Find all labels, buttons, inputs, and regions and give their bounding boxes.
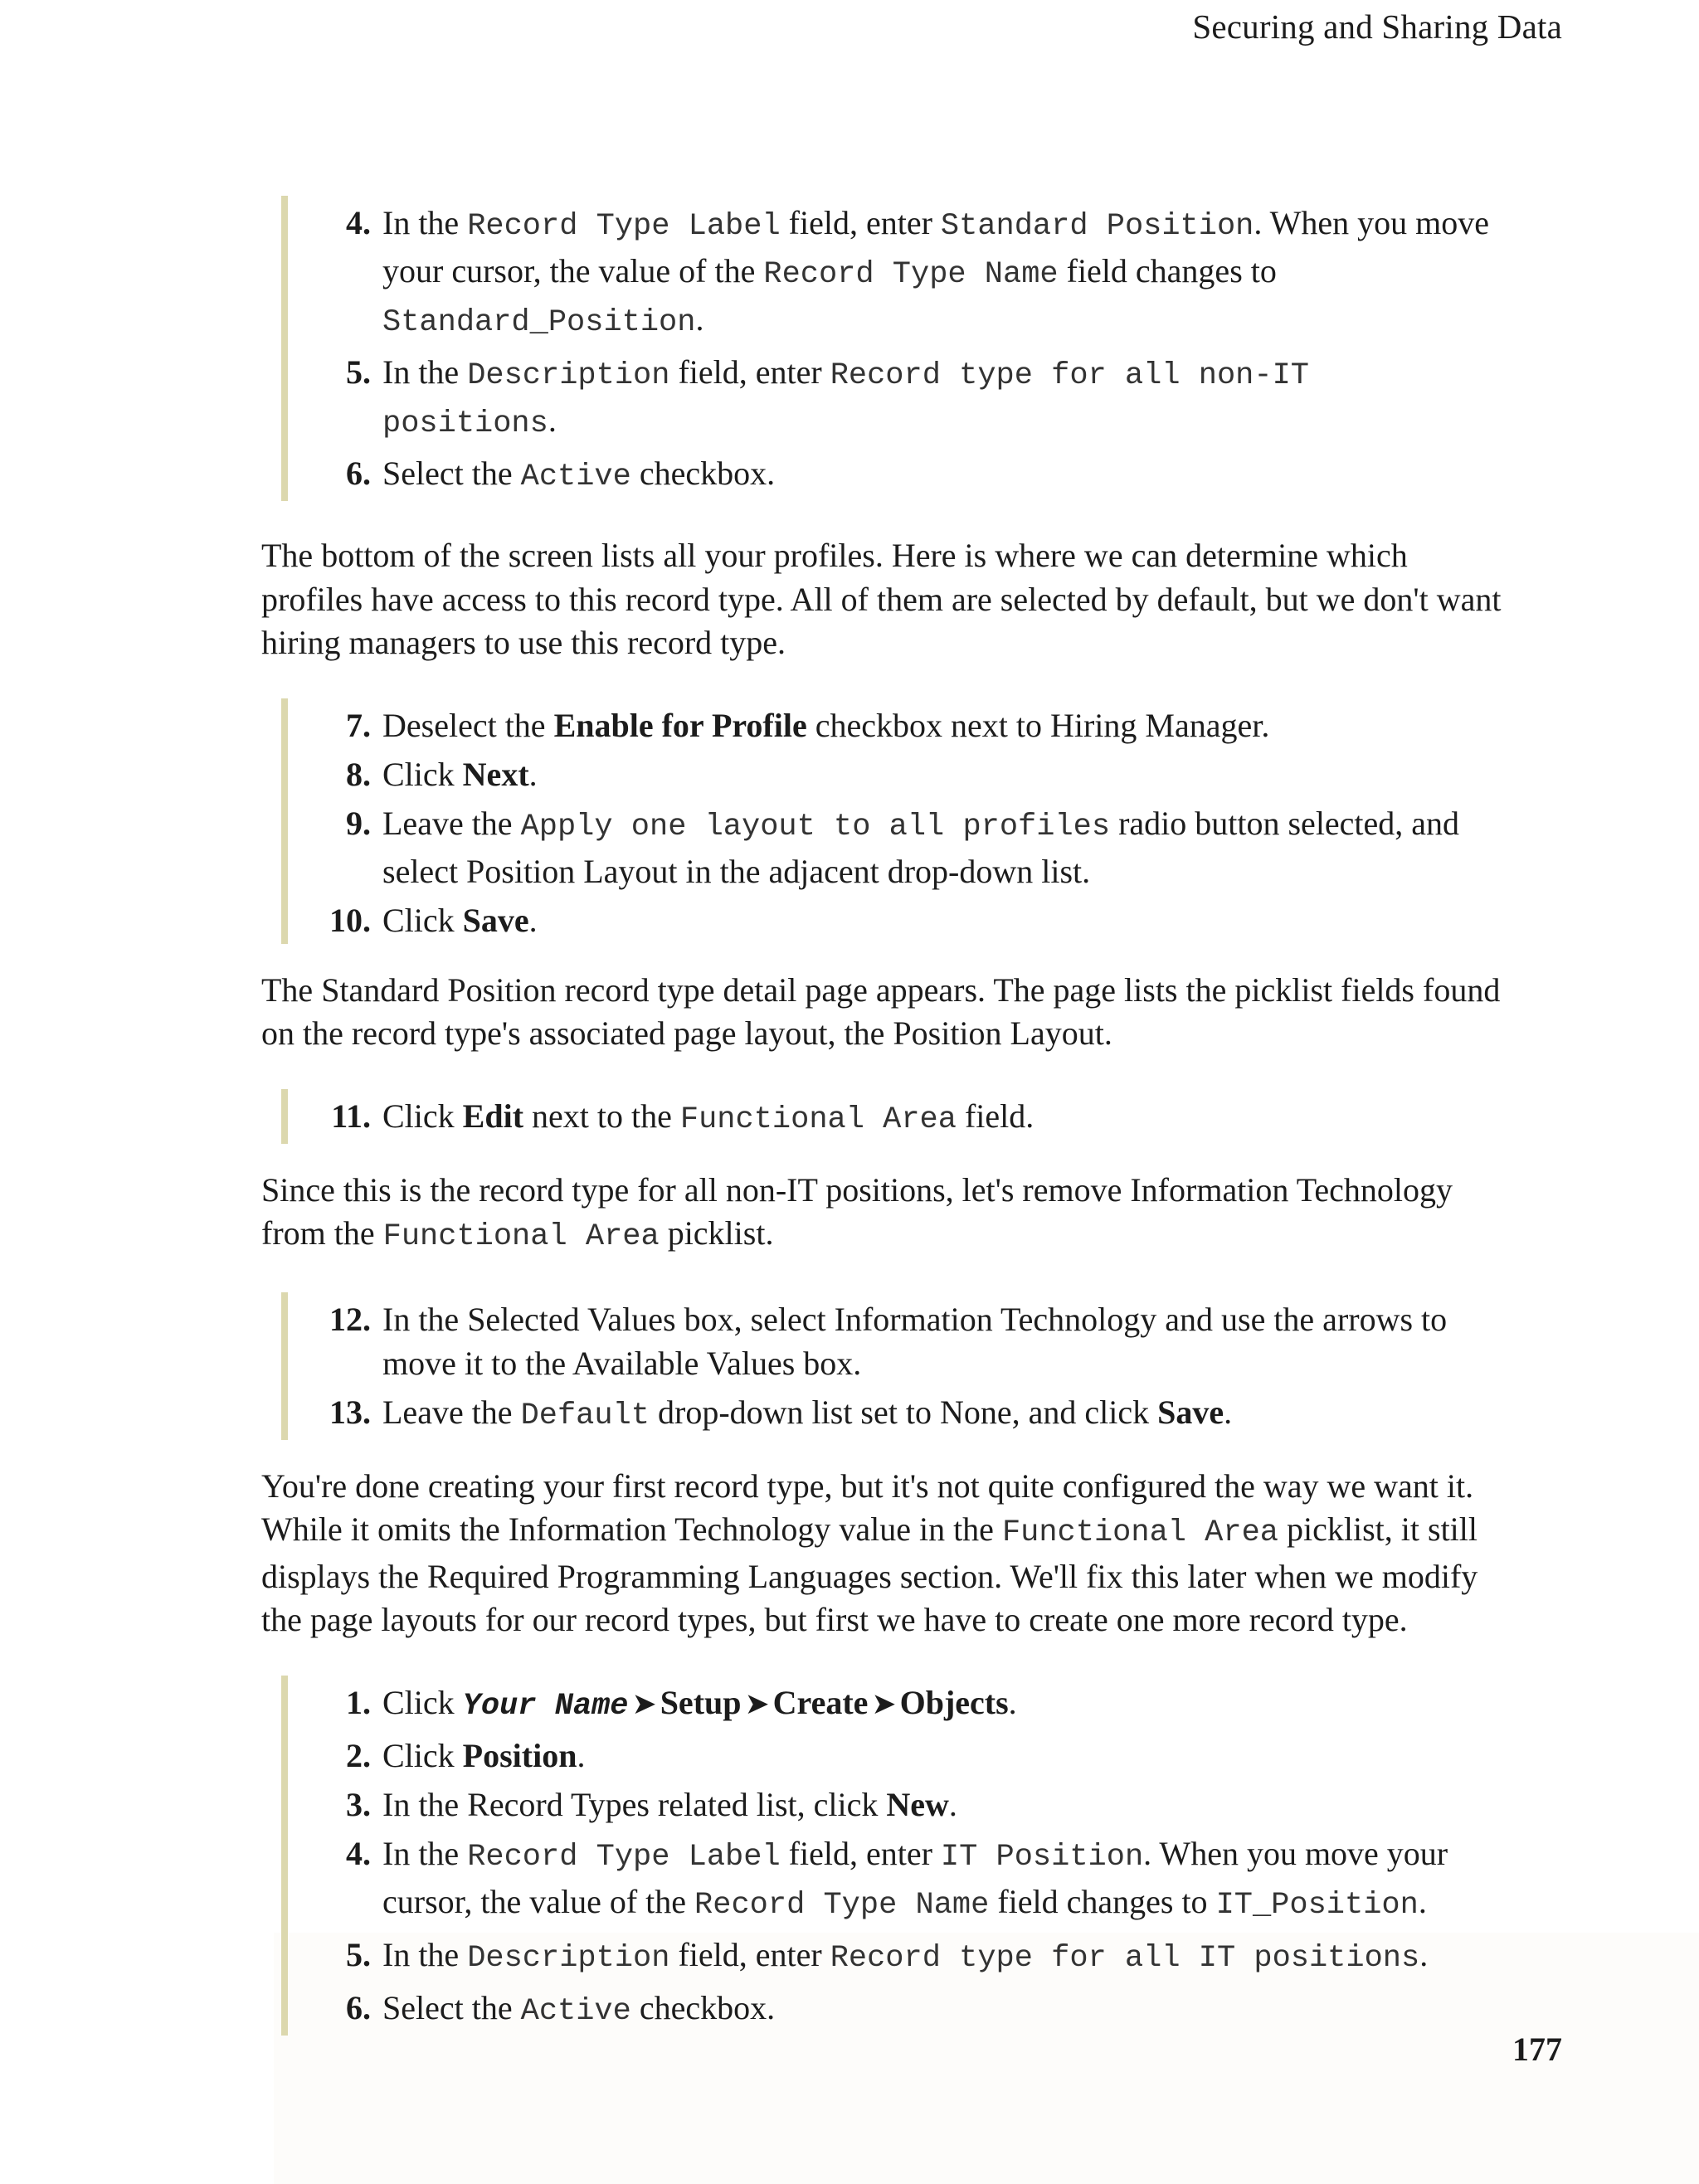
step-text: Click Save. bbox=[382, 901, 538, 939]
step-4 bbox=[288, 201, 1514, 345]
step-number: 6. bbox=[346, 1988, 371, 2026]
running-header: Securing and Sharing Data bbox=[1192, 7, 1562, 46]
step-text: Click Next. bbox=[382, 755, 538, 793]
step-6 bbox=[288, 451, 1514, 499]
code-it-position: IT Position bbox=[940, 1839, 1144, 1875]
code-your-name: Your Name bbox=[462, 1688, 629, 1724]
step-number: 4. bbox=[346, 204, 371, 241]
step-2 bbox=[288, 1734, 1514, 1778]
steps-block-1 bbox=[281, 196, 1514, 501]
code-functional-area: Functional Area bbox=[382, 1219, 660, 1254]
code-standard-position: Standard Position bbox=[940, 209, 1254, 244]
step-10 bbox=[288, 898, 1514, 942]
step-number: 5. bbox=[346, 353, 371, 391]
step-text: Click Position. bbox=[382, 1736, 586, 1774]
code-record-type-name: Record Type Name bbox=[694, 1887, 990, 1923]
steps-block-2 bbox=[281, 698, 1514, 944]
step-5 bbox=[288, 350, 1514, 446]
step-text: Leave the Default drop-down list set to None, and click Save. bbox=[382, 1393, 1233, 1433]
code-description: Description bbox=[467, 358, 670, 393]
steps-block-5 bbox=[281, 1676, 1514, 2036]
step-6b bbox=[288, 1986, 1514, 2034]
step-text: Deselect the Enable for Profile checkbox next to Hiring Manager. bbox=[382, 706, 1270, 744]
step-text: In the Description field, enter Record type for all IT positions. bbox=[382, 1935, 1429, 1976]
step-text: Select the Active checkbox. bbox=[382, 1988, 776, 2029]
step-12 bbox=[288, 1297, 1514, 1385]
step-7 bbox=[288, 703, 1514, 747]
code-default: Default bbox=[520, 1398, 650, 1433]
step-text: In the Record Type Label field, enter IT Position. When you move your cursor, the value of the Record Type Name field changes to IT_Position. bbox=[382, 1834, 1448, 1923]
code-record-type-label: Record Type Label bbox=[467, 209, 781, 244]
step-number: 1. bbox=[346, 1683, 371, 1721]
step-number: 6. bbox=[346, 455, 371, 492]
step-13 bbox=[288, 1390, 1514, 1438]
step-4b bbox=[288, 1831, 1514, 1928]
code-active: Active bbox=[520, 460, 631, 494]
steps-block-4 bbox=[281, 1292, 1514, 1440]
step-text: In the Description field, enter Record type for all non-IT positions. bbox=[382, 353, 1309, 441]
step-number: 9. bbox=[346, 804, 371, 842]
step-number: 8. bbox=[346, 755, 371, 793]
arrow-right-icon: ➤ bbox=[871, 1686, 897, 1720]
step-5b bbox=[288, 1933, 1514, 1981]
paragraph-detail-page: The Standard Position record type detail page appears. The page lists the picklist fields found on the record type's associated page layout, the Position Layout. bbox=[261, 970, 1501, 1052]
code-record-type-name: Record Type Name bbox=[763, 257, 1059, 292]
steps-block-3 bbox=[281, 1089, 1514, 1144]
page-number: 177 bbox=[1512, 2031, 1562, 2068]
paragraph-profiles: The bottom of the screen lists all your profiles. Here is where we can determine which profiles have access to this record type. All of them are selected by default, but we don't want hiring managers to use this record type. bbox=[261, 537, 1502, 661]
step-8 bbox=[288, 752, 1514, 796]
paragraph-remove-it: Since this is the record type for all non-IT positions, let's remove Information Technology from the Functional Area picklist. bbox=[261, 1170, 1453, 1254]
step-number: 3. bbox=[346, 1785, 371, 1823]
step-text: Select the Active checkbox. bbox=[382, 455, 776, 494]
step-number: 11. bbox=[331, 1097, 371, 1135]
step-text: Leave the Apply one layout to all profiles radio button selected, and select Position Layout in the adjacent drop-down list. bbox=[382, 804, 1460, 890]
step-number: 2. bbox=[346, 1736, 371, 1774]
code-description-value: Record type for all IT positions bbox=[830, 1940, 1420, 1976]
code-description: Description bbox=[467, 1940, 670, 1976]
step-number: 10. bbox=[329, 901, 371, 939]
code-standard-position-api: Standard_Position bbox=[382, 305, 696, 340]
step-9 bbox=[288, 801, 1514, 893]
code-functional-area: Functional Area bbox=[679, 1102, 957, 1137]
step-11 bbox=[288, 1094, 1514, 1142]
page-body bbox=[261, 196, 1514, 2036]
step-number: 7. bbox=[346, 706, 371, 744]
arrow-right-icon: ➤ bbox=[631, 1686, 657, 1720]
step-text: Click Edit next to the Functional Area field. bbox=[382, 1097, 1034, 1137]
step-number: 13. bbox=[329, 1393, 371, 1431]
code-description-value: Record type for all non-IT positions bbox=[382, 358, 1309, 441]
step-text: In the Record Type Label field, enter Standard Position. When you move your cursor, the value of the Record Type Name field changes to Standard_Position. bbox=[382, 204, 1490, 340]
step-text: Click Your Name ➤ Setup ➤ Create ➤ Objects. bbox=[382, 1683, 1017, 1724]
step-3 bbox=[288, 1783, 1514, 1826]
arrow-right-icon: ➤ bbox=[744, 1686, 770, 1720]
step-text: In the Record Types related list, click New. bbox=[382, 1785, 957, 1823]
paragraph-done-first: You're done creating your first record type, but it's not quite configured the way we want it. While it omits the Information Technology value in the Functional Area picklist, it still displays the Required Programming Languages section. We'll fix this later when we modify the page layouts for our record types, but first we have to create one more record type. bbox=[261, 1467, 1478, 1638]
step-number: 5. bbox=[346, 1935, 371, 1973]
code-it-position-api: IT_Position bbox=[1215, 1887, 1419, 1923]
code-apply-layout: Apply one layout to all profiles bbox=[520, 809, 1111, 844]
code-record-type-label: Record Type Label bbox=[467, 1839, 781, 1875]
code-active: Active bbox=[520, 1993, 631, 2029]
step-number: 4. bbox=[346, 1834, 371, 1872]
code-functional-area: Functional Area bbox=[1001, 1515, 1278, 1550]
step-1 bbox=[288, 1681, 1514, 1729]
step-number: 12. bbox=[329, 1300, 371, 1338]
step-text: In the Selected Values box, select Information Technology and use the arrows to move it to the Available Values box. bbox=[382, 1300, 1448, 1382]
